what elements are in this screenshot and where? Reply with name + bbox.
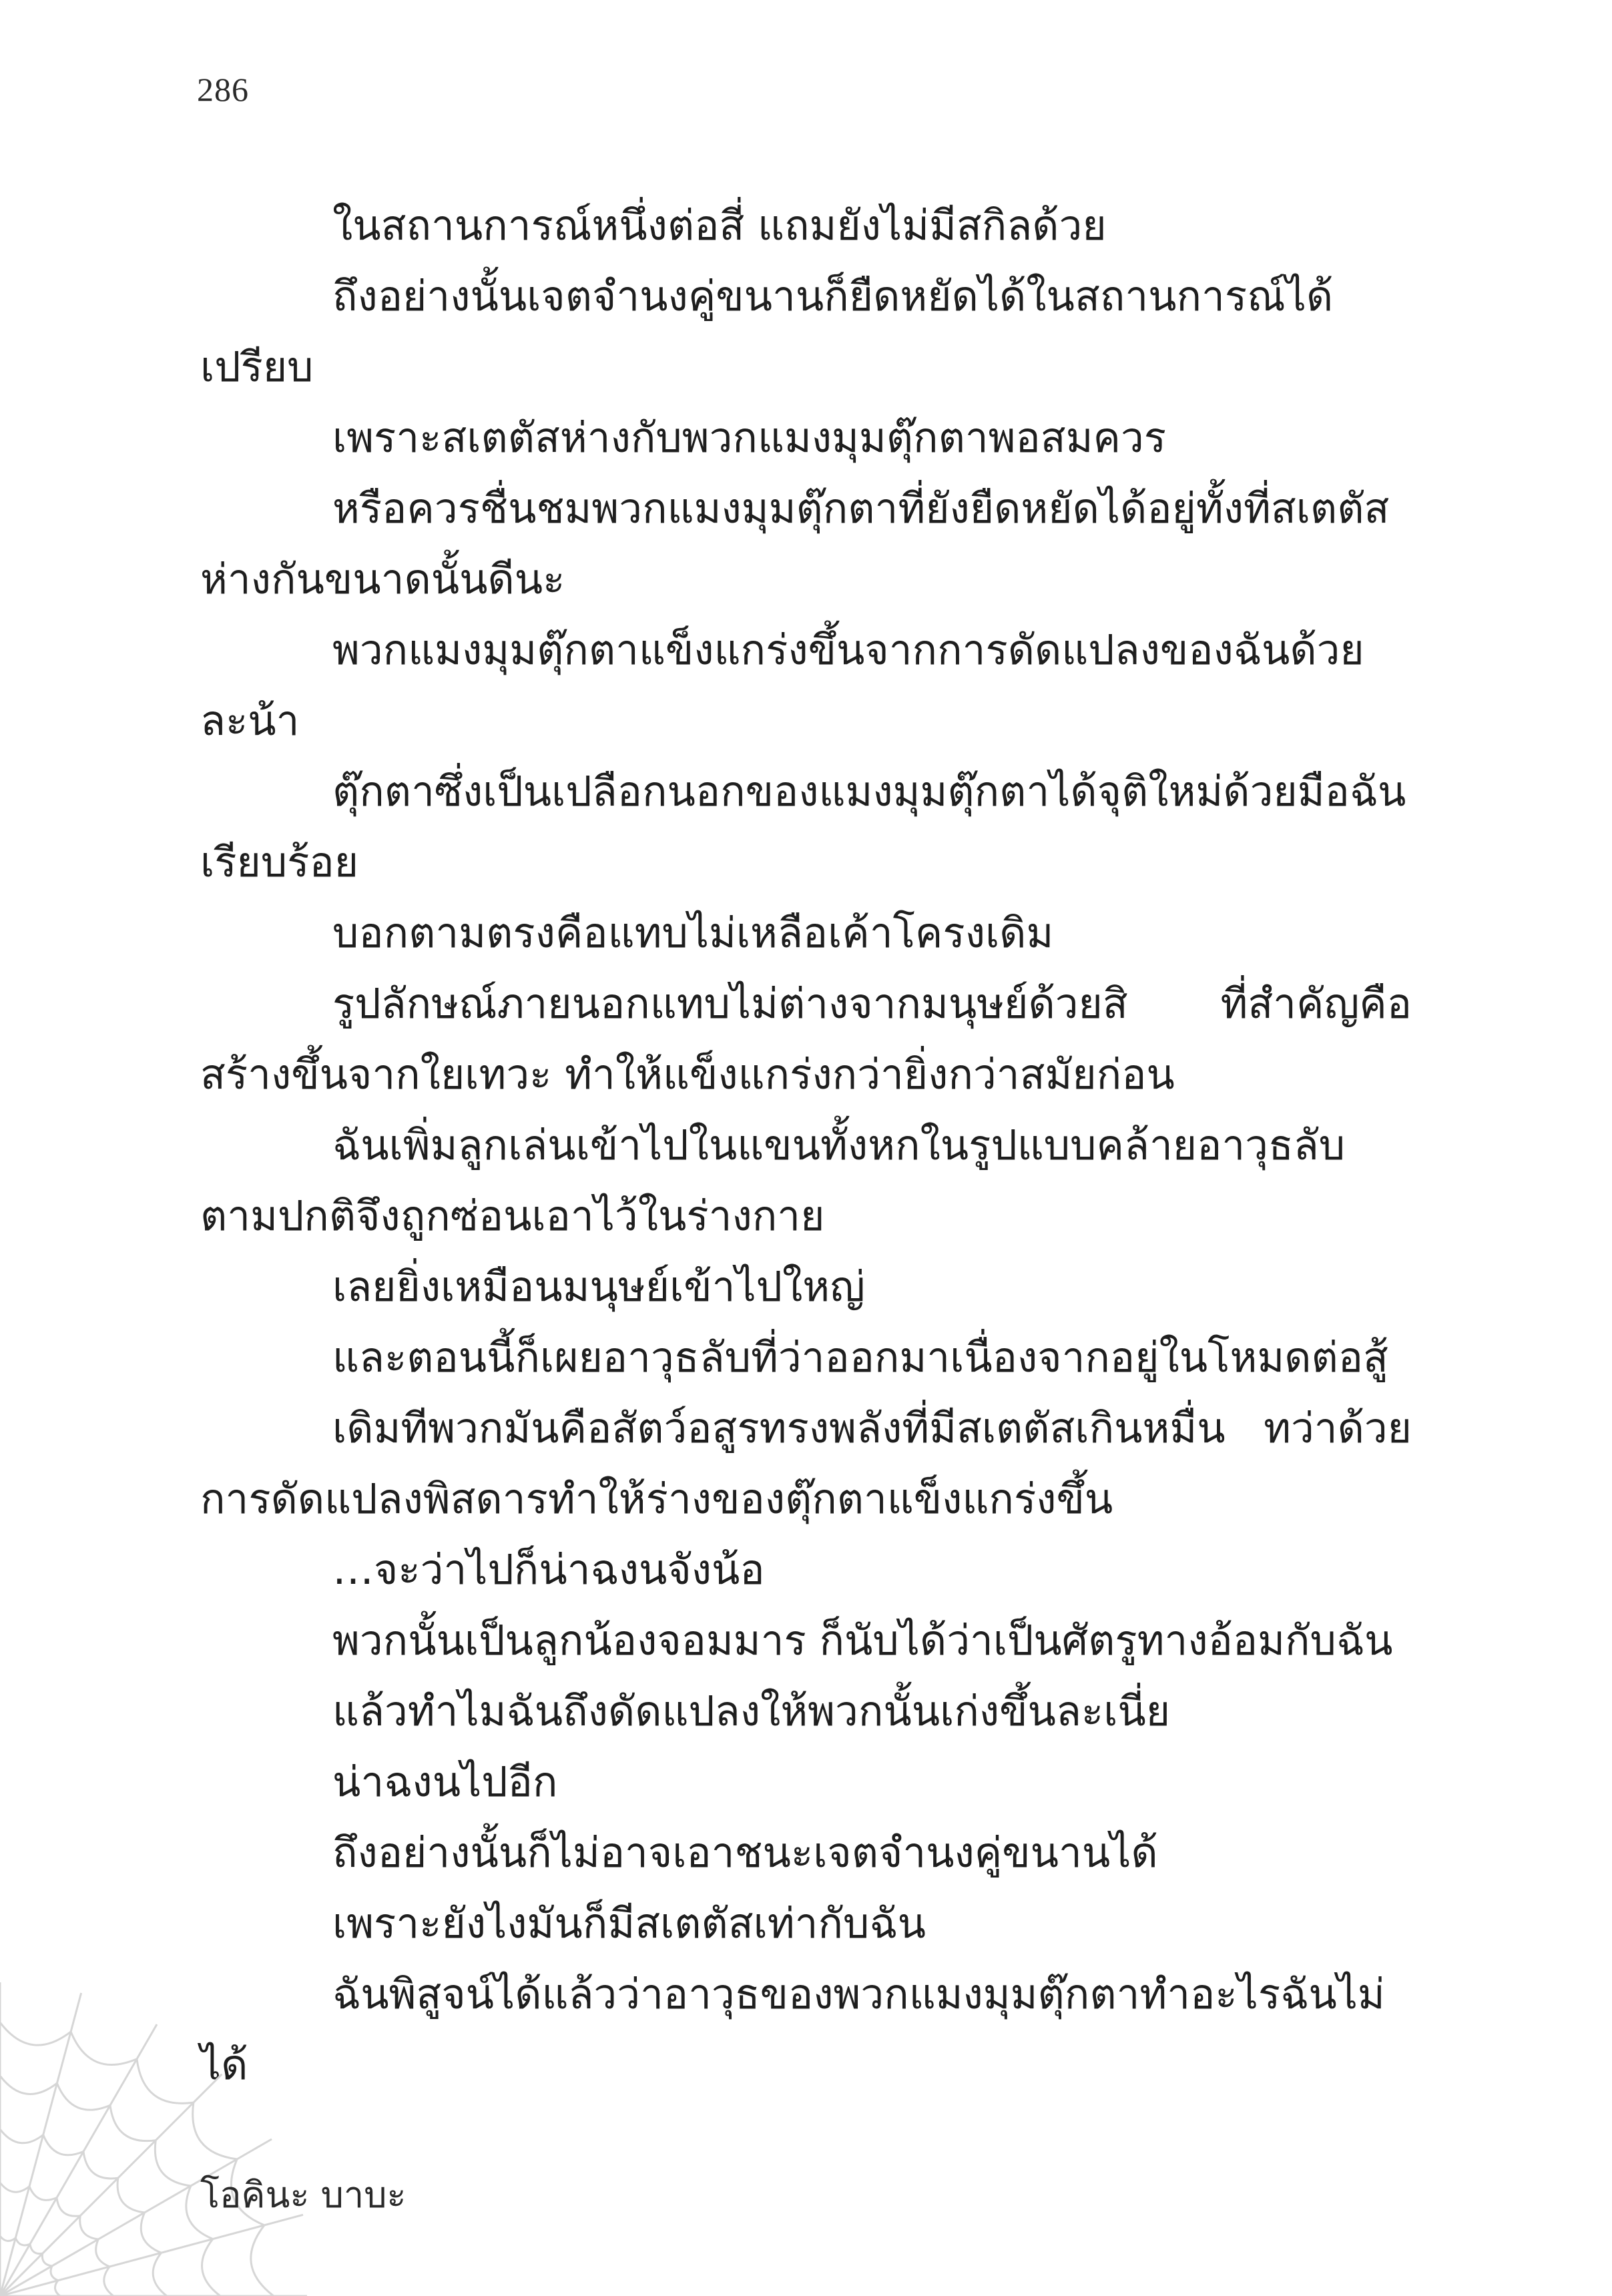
paragraph: รูปลักษณ์ภายนอกแทบไม่ต่างจากมนุษย์ด้วยสิ ที่สำคัญคือสร้างขึ้นจากใยเทวะ ทำให้แข็งแกร่งกว่ายิ่งกว่าสมัยก่อน — [200, 979, 1412, 1099]
paragraph: เพราะยังไงมันก็มีสเตตัสเท่ากับฉัน — [332, 1899, 926, 1948]
paragraph: ฉันพิสูจน์ได้แล้วว่าอาวุธของพวกแมงมุมตุ๊กตาทำอะไรฉันไม่ได้ — [200, 1970, 1385, 2089]
paragraph: ถึงอย่างนั้นก็ไม่อาจเอาชนะเจตจำนงคู่ขนานได้ — [332, 1828, 1158, 1877]
paragraph: ตุ๊กตาซึ่งเป็นเปลือกนอกของแมงมุมตุ๊กตาได้จุติใหม่ด้วยมือฉันเรียบร้อย — [200, 767, 1406, 886]
paragraph: …จะว่าไปก็น่าฉงนจังน้อ — [332, 1545, 765, 1594]
paragraph: น่าฉงนไปอีก — [332, 1757, 558, 1806]
paragraph: พวกนั้นเป็นลูกน้องจอมมาร ก็นับได้ว่าเป็นศัตรูทางอ้อมกับฉัน — [332, 1616, 1393, 1665]
spider-web-icon — [0, 1969, 307, 2296]
paragraph: แล้วทำไมฉันถึงดัดแปลงให้พวกนั้นเก่งขึ้นละเนี่ย — [332, 1687, 1171, 1735]
paragraph: และตอนนี้ก็เผยอาวุธลับที่ว่าออกมาเนื่องจากอยู่ในโหมดต่อสู้ — [332, 1333, 1388, 1382]
paragraph: บอกตามตรงคือแทบไม่เหลือเค้าโครงเดิม — [332, 908, 1054, 957]
paragraph: ฉันเพิ่มลูกเล่นเข้าไปในแขนทั้งหกในรูปแบบคล้ายอาวุธลับตามปกติจึงถูกซ่อนเอาไว้ในร่างกาย — [200, 1121, 1346, 1240]
paragraph: เลยยิ่งเหมือนมนุษย์เข้าไปใหญ่ — [332, 1262, 866, 1311]
page-number: 286 — [197, 71, 249, 108]
paragraph: เพราะสเตตัสห่างกับพวกแมงมุมตุ๊กตาพอสมควร — [332, 413, 1167, 462]
footer-author: โอคินะ บาบะ — [200, 2174, 407, 2216]
body-text — [200, 190, 1412, 2100]
paragraph: เดิมทีพวกมันคือสัตว์อสูรทรงพลังที่มีสเตตัสเกินหมื่น ทว่าด้วยการดัดแปลงพิสดารทำให้ร่างของตุ๊กตาแข็งแกร่งขึ้น — [200, 1404, 1412, 1523]
paragraph: ถึงอย่างนั้นเจตจำนงคู่ขนานก็ยืดหยัดได้ในสถานการณ์ได้เปรียบ — [200, 272, 1334, 391]
paragraph: หรือควรชื่นชมพวกแมงมุมตุ๊กตาที่ยังยืดหยัดได้อยู่ทั้งที่สเตตัสห่างกันขนาดนั้นดีนะ — [200, 484, 1390, 603]
paragraph: พวกแมงมุมตุ๊กตาแข็งแกร่งขึ้นจากการดัดแปลงของฉันด้วยละน้า — [200, 625, 1364, 745]
paragraph: ในสถานการณ์หนึ่งต่อสี่ แถมยังไม่มีสกิลด้วย — [332, 201, 1107, 250]
